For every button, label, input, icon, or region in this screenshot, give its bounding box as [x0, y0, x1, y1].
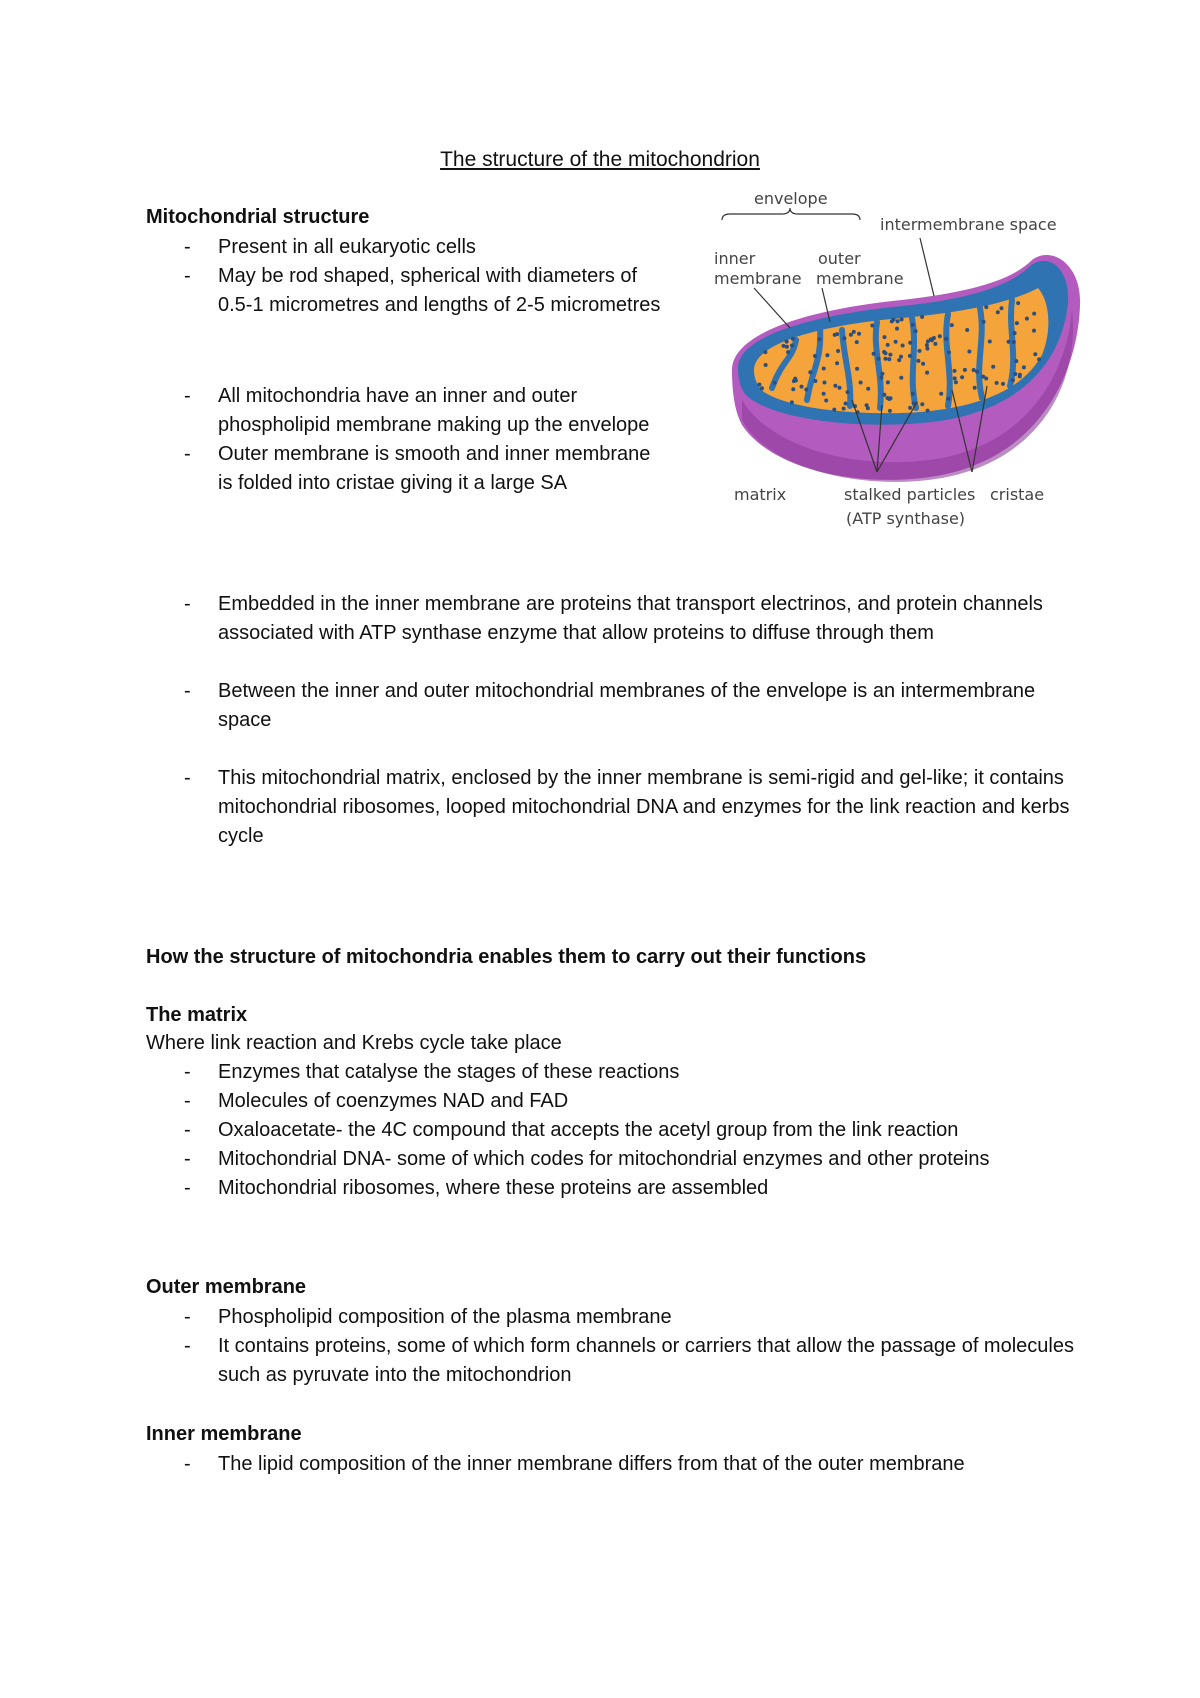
stalked-particle-dot: [895, 327, 899, 331]
stalked-particle-dot: [832, 408, 836, 412]
stalked-particle-dot: [1022, 365, 1026, 369]
stalked-particle-dot: [972, 368, 976, 372]
stalked-particle-dot: [967, 350, 971, 354]
heading-mitochondrial-structure: Mitochondrial structure: [146, 206, 370, 228]
stalked-particle-dot: [763, 350, 767, 354]
stalked-particle-dot: [1025, 317, 1029, 321]
stalked-particle-dot: [883, 335, 887, 339]
stalked-particle-dot: [973, 386, 977, 390]
stalked-particle-dot: [785, 345, 789, 349]
stalked-particle-dot: [894, 340, 898, 344]
stalked-particle-dot: [757, 383, 761, 387]
heading-outer-membrane: Outer membrane: [146, 1276, 307, 1298]
stalked-particle-dot: [932, 336, 936, 340]
stalked-particle-dot: [872, 352, 876, 356]
stalked-particle-dot: [975, 370, 979, 374]
stalked-particle-dot: [1001, 382, 1005, 386]
stalked-particle-dot: [944, 337, 948, 341]
stalked-particle-dot: [817, 337, 821, 341]
stalked-particle-dot: [1007, 340, 1011, 344]
stalked-particle-dot: [790, 400, 794, 404]
stalked-particle-dot: [1013, 372, 1017, 376]
stalked-particle-dot: [960, 375, 964, 379]
stalked-particle-dot: [836, 349, 840, 353]
stalked-particle-dot: [947, 397, 951, 401]
list-item: - This mitochondrial matrix, enclosed by the inner membrane is semi-rigid and gel-like; it contains mitochondrial ribosomes, looped mitochondrial DNA and enzymes for the link reaction and kerbs cycle: [146, 764, 1076, 851]
stalked-particle-dot: [900, 317, 904, 321]
stalked-particle-dot: [981, 375, 985, 379]
list-item: - Mitochondrial ribosomes, where these proteins are assembled: [146, 1174, 1076, 1203]
stalked-particle-dot: [920, 402, 924, 406]
list-item: - Present in all eukaryotic cells: [146, 233, 666, 262]
stalked-particle-dot: [925, 347, 929, 351]
stalked-particle-dot: [1012, 340, 1016, 344]
stalked-particle-dot: [984, 305, 988, 309]
stalked-particle-dot: [901, 344, 905, 348]
stalked-particle-dot: [882, 393, 886, 397]
matrix-list: [146, 1058, 1076, 1203]
stalked-particle-dot: [808, 370, 812, 374]
stalked-particle-dot: [877, 357, 881, 361]
stalked-particle-dot: [886, 380, 890, 384]
stalked-particle-dot: [1015, 321, 1019, 325]
stalked-particle-dot: [835, 332, 839, 336]
stalked-particle-dot: [995, 381, 999, 385]
stalked-particle-dot: [786, 350, 790, 354]
stalked-particle-dot: [963, 368, 967, 372]
label-intermembrane-space: intermembrane space: [880, 215, 1057, 234]
stalked-particle-dot: [882, 350, 886, 354]
label-outer-1: outer: [818, 249, 861, 268]
label-stalked-particles: stalked particles: [844, 485, 976, 504]
stalked-particle-dot: [842, 407, 846, 411]
structure-list-a: [146, 233, 666, 320]
stalked-particle-dot: [1037, 357, 1041, 361]
stalked-particle-dot: [822, 367, 826, 371]
stalked-particle-dot: [880, 372, 884, 376]
stalked-particle-dot: [813, 379, 817, 383]
mitochondrion-diagram: [712, 189, 1082, 550]
stalked-particle-dot: [1013, 331, 1017, 335]
stalked-particle-dot: [870, 324, 874, 328]
stalked-particle-dot: [908, 341, 912, 345]
stalked-particle-dot: [825, 353, 829, 357]
stalked-particle-dot: [988, 340, 992, 344]
inner-membrane-list: [146, 1450, 1076, 1479]
heading-structure-function: How the structure of mitochondria enables them to carry out their functions: [146, 946, 867, 968]
stalked-particle-dot: [773, 381, 777, 385]
stalked-particle-dot: [1018, 374, 1022, 378]
stalked-particle-dot: [953, 376, 957, 380]
stalked-particle-dot: [1011, 378, 1015, 382]
stalked-particle-dot: [844, 402, 848, 406]
stalked-particle-dot: [921, 362, 925, 366]
stalked-particle-dot: [888, 353, 892, 357]
stalked-particle-dot: [1000, 306, 1004, 310]
stalked-particle-dot: [824, 399, 828, 403]
page-title: The structure of the mitochondrion: [440, 148, 760, 171]
stalked-particle-dot: [911, 323, 915, 327]
stalked-particle-dot: [838, 386, 842, 390]
stalked-particle-dot: [890, 319, 894, 323]
list-item: - All mitochondria have an inner and outer phospholipid membrane making up the envelope: [146, 382, 666, 440]
stalked-particle-dot: [813, 354, 817, 358]
stalked-particle-dot: [793, 377, 797, 381]
stalked-particle-dot: [953, 369, 957, 373]
stalked-particle-dot: [849, 333, 853, 337]
label-inner-1: inner: [714, 249, 756, 268]
stalked-particle-dot: [842, 336, 846, 340]
stalked-particle-dot: [764, 363, 768, 367]
stalked-particle-dot: [859, 381, 863, 385]
stalked-particle-dot: [996, 310, 1000, 314]
stalked-particle-dot: [916, 359, 920, 363]
structure-list-c: [146, 590, 1076, 851]
list-item: - Outer membrane is smooth and inner membrane is folded into cristae giving it a large SA: [146, 440, 666, 498]
structure-list-b: [146, 382, 666, 498]
stalked-particle-dot: [791, 387, 795, 391]
outer-membrane-list: [146, 1303, 1076, 1390]
stalked-particle-dot: [760, 386, 764, 390]
stalked-particle-dot: [954, 380, 958, 384]
stalked-particle-dot: [926, 409, 930, 413]
matrix-intro: Where link reaction and Krebs cycle take place: [146, 1032, 562, 1054]
stalked-particle-dot: [982, 320, 986, 324]
stalked-particle-dot: [1032, 312, 1036, 316]
list-item: - Enzymes that catalyse the stages of these reactions: [146, 1058, 1076, 1087]
stalked-particle-dot: [835, 361, 839, 365]
list-item: - May be rod shaped, spherical with diameters of 0.5-1 micrometres and lengths of 2-5 micrometres: [146, 262, 666, 320]
stalked-particle-dot: [855, 367, 859, 371]
stalked-particle-dot: [866, 387, 870, 391]
stalked-particle-dot: [897, 358, 901, 362]
stalked-particle-dot: [823, 381, 827, 385]
stalked-particle-dot: [908, 406, 912, 410]
stalked-particle-dot: [886, 343, 890, 347]
list-item: - Embedded in the inner membrane are proteins that transport electrinos, and protein channels associated with ATP synthase enzyme that allow proteins to diffuse through them: [146, 590, 1076, 648]
stalked-particle-dot: [888, 409, 892, 413]
stalked-particle-dot: [889, 396, 893, 400]
stalked-particle-dot: [925, 371, 929, 375]
stalked-particle-dot: [790, 344, 794, 348]
stalked-particle-dot: [1014, 359, 1018, 363]
stalked-particle-dot: [822, 392, 826, 396]
label-inner-2: membrane: [714, 269, 802, 288]
stalked-particle-dot: [855, 340, 859, 344]
stalked-particle-dot: [899, 376, 903, 380]
stalked-particle-dot: [800, 385, 804, 389]
list-item: - Between the inner and outer mitochondrial membranes of the envelope is an intermembrane space: [146, 677, 1076, 735]
stalked-particle-dot: [939, 392, 943, 396]
stalked-particle-dot: [865, 403, 869, 407]
stalked-particle-dot: [887, 357, 891, 361]
heading-inner-membrane: Inner membrane: [146, 1423, 302, 1445]
stalked-particle-dot: [925, 343, 929, 347]
stalked-particle-dot: [918, 349, 922, 353]
label-atp-synthase: (ATP synthase): [846, 509, 966, 528]
stalked-particle-dot: [804, 388, 808, 392]
stalked-particle-dot: [908, 354, 912, 358]
stalked-particle-dot: [896, 319, 900, 323]
stalked-particle-dot: [791, 337, 795, 341]
stalked-particle-dot: [857, 332, 861, 336]
list-item: - It contains proteins, some of which form channels or carriers that allow the passage of molecules such as pyruvate into the mitochondrion: [146, 1332, 1076, 1390]
stalked-particle-dot: [782, 344, 786, 348]
stalked-particle-dot: [846, 390, 850, 394]
stalked-particle-dot: [879, 376, 883, 380]
stalked-particle-dot: [933, 342, 937, 346]
list-item: - Molecules of coenzymes NAD and FAD: [146, 1087, 1076, 1116]
stalked-particle-dot: [947, 350, 951, 354]
stalked-particle-dot: [991, 365, 995, 369]
stalked-particle-dot: [1033, 352, 1037, 356]
stalked-particle-dot: [1032, 329, 1036, 333]
list-item: - Phospholipid composition of the plasma membrane: [146, 1303, 1076, 1332]
stalked-particle-dot: [914, 329, 918, 333]
label-cristae: cristae: [990, 485, 1045, 504]
label-outer-2: membrane: [816, 269, 904, 288]
stalked-particle-dot: [938, 334, 942, 338]
heading-matrix: The matrix: [146, 1004, 248, 1026]
stalked-particle-dot: [911, 392, 915, 396]
label-envelope: envelope: [754, 189, 828, 208]
list-item: - Mitochondrial DNA- some of which codes for mitochondrial enzymes and other proteins: [146, 1145, 1076, 1174]
stalked-particle-dot: [852, 330, 856, 334]
stalked-particle-dot: [920, 315, 924, 319]
stalked-particle-dot: [1016, 301, 1020, 305]
stalked-particle-dot: [785, 340, 789, 344]
label-matrix: matrix: [734, 485, 787, 504]
stalked-particle-dot: [833, 384, 837, 388]
list-item: - The lipid composition of the inner membrane differs from that of the outer membrane: [146, 1450, 1076, 1479]
stalked-particle-dot: [899, 355, 903, 359]
stalked-particle-dot: [965, 328, 969, 332]
stalked-particle-dot: [950, 323, 954, 327]
list-item: - Oxaloacetate- the 4C compound that accepts the acetyl group from the link reaction: [146, 1116, 1076, 1145]
stalked-particle-dot: [884, 357, 888, 361]
